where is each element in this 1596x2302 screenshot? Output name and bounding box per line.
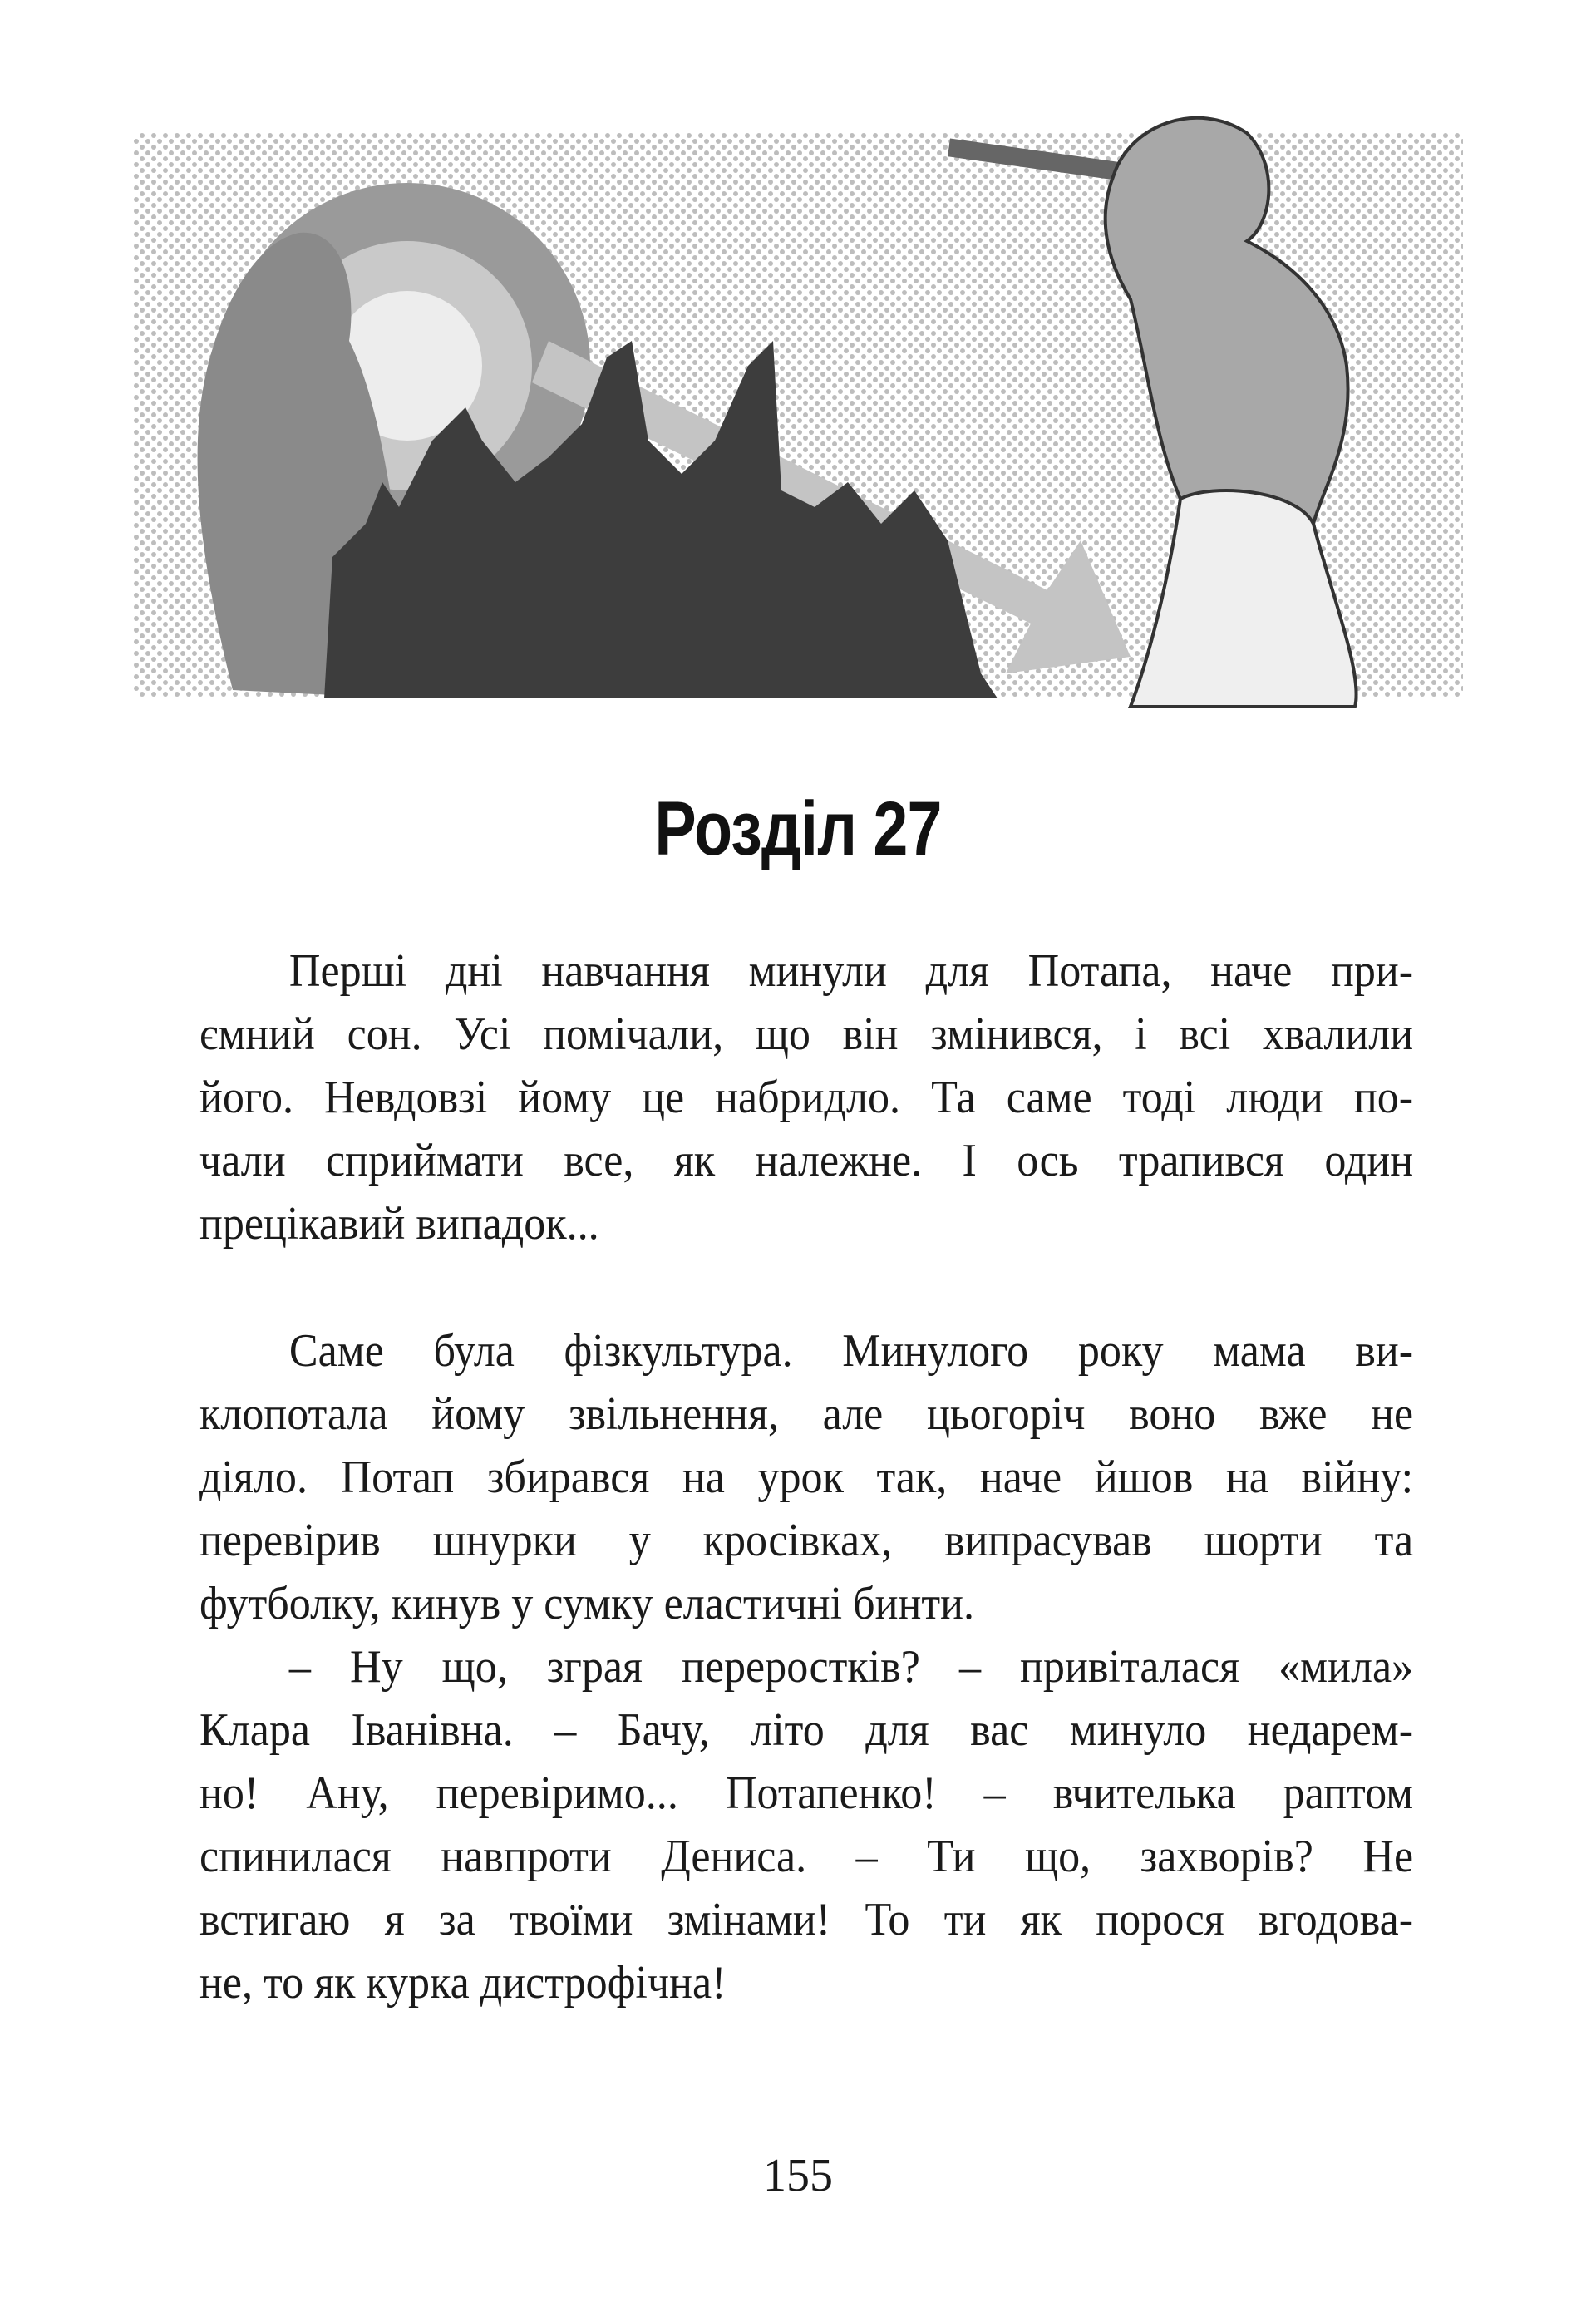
chapter-title: Розділ 27 — [654, 786, 942, 871]
text-line: но! Ану, перевіримо... Потапенко! – вчителька раптом — [200, 1767, 1414, 1819]
text-line: чали сприймати все, як належне. І ось трапився один — [200, 1135, 1414, 1186]
text-line: встигаю я за твоїми змінами! То ти як порося вгодова- — [200, 1894, 1414, 1945]
chapter-illustration — [133, 91, 1488, 723]
text-line: клопотала йому звільнення, але цьогоріч воно вже не — [200, 1388, 1414, 1440]
text-line: спинилася навпроти Дениса. – Ти що, захворів? Не — [200, 1831, 1414, 1882]
text-line: не, то як курка дистрофічна! — [200, 1957, 727, 2009]
text-line: перевірив шнурки у кросівках, випрасував шорти та — [200, 1515, 1414, 1566]
text-line: – Ну що, зграя переростків? – привіталася «мила» — [288, 1641, 1414, 1693]
text-line: його. Невдовзі йому це набридло. Та саме тоді люди по- — [200, 1072, 1414, 1123]
page-number: 155 — [763, 2150, 833, 2201]
text-line: футболку, кинув у сумку еластичні бинти. — [200, 1578, 975, 1629]
text-line: Саме була фізкультура. Минулого року мама ви- — [288, 1325, 1414, 1377]
text-line: Клара Іванівна. – Бачу, літо для вас минуло недарем- — [200, 1704, 1414, 1756]
text-line: діяло. Потап збирався на урок так, наче йшов на війну: — [200, 1452, 1414, 1503]
text-line: ємний сон. Усі помічали, що він змінився, і всі хвалили — [200, 1008, 1414, 1060]
text-line: Перші дні навчання минули для Потапа, наче при- — [288, 945, 1414, 997]
text-line: прецікавий випадок... — [200, 1198, 599, 1250]
